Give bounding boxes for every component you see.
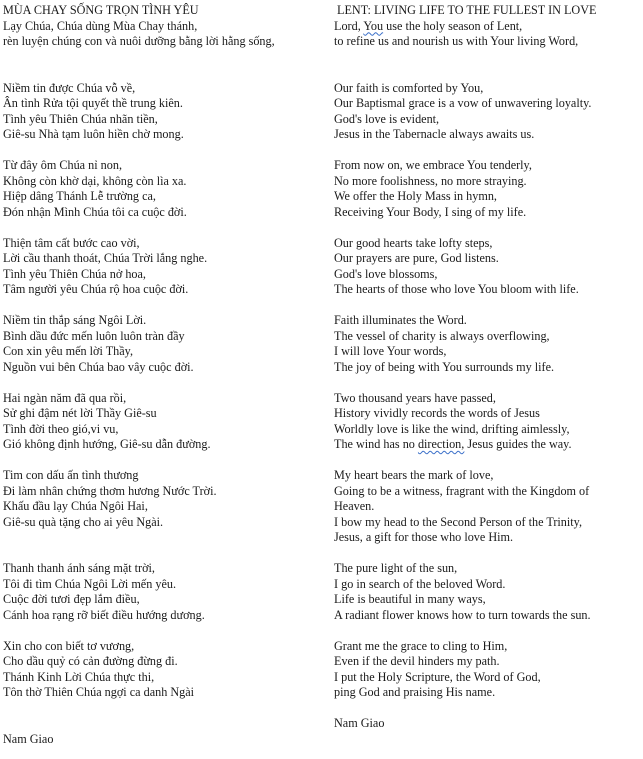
poem-line: Tình đời theo gió,vi vu, — [3, 421, 119, 436]
poem-line: The hearts of those who love You bloom with life. — [334, 282, 579, 296]
english-intro-line — [334, 19, 640, 35]
english-stanza — [334, 468, 640, 546]
poem-line: Thiện tâm cất bước cao vời, — [3, 235, 140, 250]
english-stanza — [334, 639, 640, 701]
poem-line: I put the Holy Scripture, the Word of God, — [334, 669, 541, 684]
poem-line: Jesus, a gift for those who love Him. — [334, 530, 514, 544]
poem-line: Life is beautiful in many ways, — [334, 592, 486, 606]
poem-line: Tôi đi tìm Chúa Ngôi Lời mến yêu. — [3, 576, 176, 591]
vietnamese-stanza — [3, 81, 323, 143]
poem-line: Going to be a witness, fragrant with the Kingdom of — [334, 483, 590, 498]
poem-line: Gió không định hướng, Giê-su dẫn đường. — [3, 437, 211, 451]
poem-line: Our prayers are pure, God listens. — [334, 251, 499, 265]
poem-line: Tôn thờ Thiên Chúa ngợi ca danh Ngài — [3, 685, 195, 699]
vietnamese-intro-line: rèn luyện chúng con và nuôi dưỡng bằng lời hằng sống, — [3, 34, 275, 48]
vietnamese-signature: Nam Giao — [3, 731, 54, 746]
poem-line: ping God and praising His name. — [334, 685, 496, 699]
poem-line: The pure light of the sun, — [334, 561, 458, 575]
english-poem-column — [334, 3, 640, 732]
vietnamese-stanza — [3, 391, 323, 453]
poem-line: Jesus in the Tabernacle always awaits us. — [334, 127, 535, 141]
vietnamese-stanza — [3, 468, 323, 530]
poem-line: I will love Your words, — [334, 344, 447, 358]
poem-line: Giê-su Nhà tạm luôn hiền chờ mong. — [3, 127, 184, 141]
poem-line: No more foolishness, no more straying. — [334, 173, 527, 188]
english-stanza — [334, 81, 640, 143]
poem-line: Niềm tin được Chúa vỗ về, — [3, 80, 136, 95]
english-intro-line: to refine us and nourish us with Your living Word, — [334, 34, 579, 48]
poem-line: My heart bears the mark of love, — [334, 468, 494, 482]
poem-line: Our Baptismal grace is a vow of unwavering loyalty. — [334, 96, 592, 110]
poem-line: Receiving Your Body, I sing of my life. — [334, 204, 527, 219]
poem-line: Cho dầu quỷ có cản đường đừng đi. — [3, 654, 178, 668]
poem-line: Đón nhận Mình Chúa tôi ca cuộc đời. — [3, 204, 187, 219]
poem-line: I bow my head to the Second Person of the Trinity, — [334, 514, 583, 529]
english-stanza — [334, 236, 640, 298]
vietnamese-intro-line: Lạy Chúa, Chúa dùng Mùa Chay thánh, — [3, 18, 198, 33]
poem-line: Không còn khờ dại, không còn lìa xa. — [3, 173, 187, 188]
poem-line: Ân tình Rửa tội quyết thề trung kiên. — [3, 96, 183, 110]
poem-line: Heaven. — [334, 499, 375, 513]
intro-text: use the holy season of Lent, — [383, 18, 523, 33]
english-title: LENT: LIVING LIFE TO THE FULLEST IN LOVE — [337, 3, 597, 17]
vietnamese-stanza — [3, 561, 323, 623]
poem-line: We offer the Holy Mass in hymn, — [334, 189, 497, 203]
poem-line: Bình dầu đức mến luôn luôn tràn đầy — [3, 328, 185, 343]
poem-line: Xin cho con biết tơ vương, — [3, 638, 135, 653]
poem-line: Thánh Kinh Lời Chúa thực thi, — [3, 669, 155, 684]
wind-text: The wind has no — [334, 437, 418, 451]
poem-line: Faith illuminates the Word. — [334, 313, 467, 327]
spellcheck-flagged-word[interactable]: You — [363, 18, 384, 33]
poem-line: Our good hearts take lofty steps, — [334, 235, 493, 250]
english-signature: Nam Giao — [334, 716, 385, 730]
poem-line: Sử ghi đậm nét lời Thầy Giê-su — [3, 406, 157, 420]
poem-line: Con xin yêu mến lời Thầy, — [3, 344, 133, 358]
vietnamese-stanza — [3, 639, 323, 701]
spellcheck-flagged-word[interactable]: direction, — [417, 437, 465, 451]
poem-line: Nguồn vui bên Chúa bao vây cuộc đời. — [3, 359, 194, 374]
poem-line: Từ đây ôm Chúa nỉ non, — [3, 158, 122, 172]
poem-line: Thanh thanh ánh sáng mặt trời, — [3, 561, 155, 575]
intro-text: Lord, — [334, 18, 364, 33]
poem-line: Tâm người yêu Chúa rộ hoa cuộc đời. — [3, 282, 189, 296]
poem-line: I go in search of the beloved Word. — [334, 576, 506, 591]
vietnamese-stanza — [3, 313, 323, 375]
poem-line: The joy of being with You surrounds my life. — [334, 359, 555, 374]
poem-line: History vividly records the words of Jesus — [334, 406, 540, 420]
poem-line: God's love is evident, — [334, 111, 440, 126]
poem-line: Đi làm nhân chứng thơm hương Nước Trời. — [3, 483, 217, 498]
english-stanza — [334, 158, 640, 220]
poem-line — [334, 437, 640, 453]
poem-line: Lời cầu thanh thoát, Chúa Trời lắng nghe. — [3, 251, 208, 265]
vietnamese-title: MÙA CHAY SỐNG TRỌN TÌNH YÊU — [3, 3, 199, 17]
poem-line: Giê-su quà tặng cho ai yêu Ngài. — [3, 514, 164, 529]
poem-line: Cuộc đời tươi đẹp lắm điều, — [3, 592, 140, 606]
english-stanza — [334, 561, 640, 623]
poem-line: Even if the devil hinders my path. — [334, 654, 500, 668]
wind-text: Jesus guides the way. — [464, 437, 572, 451]
vietnamese-poem-column — [3, 3, 323, 747]
poem-line: Our faith is comforted by You, — [334, 80, 484, 95]
vietnamese-stanza — [3, 158, 323, 220]
poem-line: Niềm tin thắp sáng Ngôi Lời. — [3, 313, 147, 327]
poem-line: Hai ngàn năm đã qua rồi, — [3, 390, 127, 405]
poem-line: A radiant flower knows how to turn towards the sun. — [334, 607, 591, 622]
poem-line: Tình yêu Thiên Chúa nở hoa, — [3, 266, 146, 281]
poem-line: Tim con dấu ấn tình thương — [3, 468, 139, 482]
vietnamese-stanza — [3, 236, 323, 298]
poem-line: From now on, we embrace You tenderly, — [334, 158, 532, 172]
poem-line: Cánh hoa rạng rỡ biết điều hướng dương. — [3, 607, 205, 622]
english-stanza — [334, 391, 640, 453]
poem-line: Hiệp dâng Thánh Lễ trường ca, — [3, 189, 156, 203]
english-stanza — [334, 313, 640, 375]
poem-line: Worldly love is like the wind, drifting aimlessly, — [334, 421, 570, 436]
poem-line: Tình yêu Thiên Chúa nhãn tiền, — [3, 111, 158, 126]
poem-line: Two thousand years have passed, — [334, 390, 496, 405]
poem-line: Grant me the grace to cling to Him, — [334, 638, 508, 653]
poem-line: God's love blossoms, — [334, 266, 438, 281]
poem-line: Khấu đầu lạy Chúa Ngôi Hai, — [3, 499, 148, 513]
poem-line: The vessel of charity is always overflowing, — [334, 328, 550, 343]
